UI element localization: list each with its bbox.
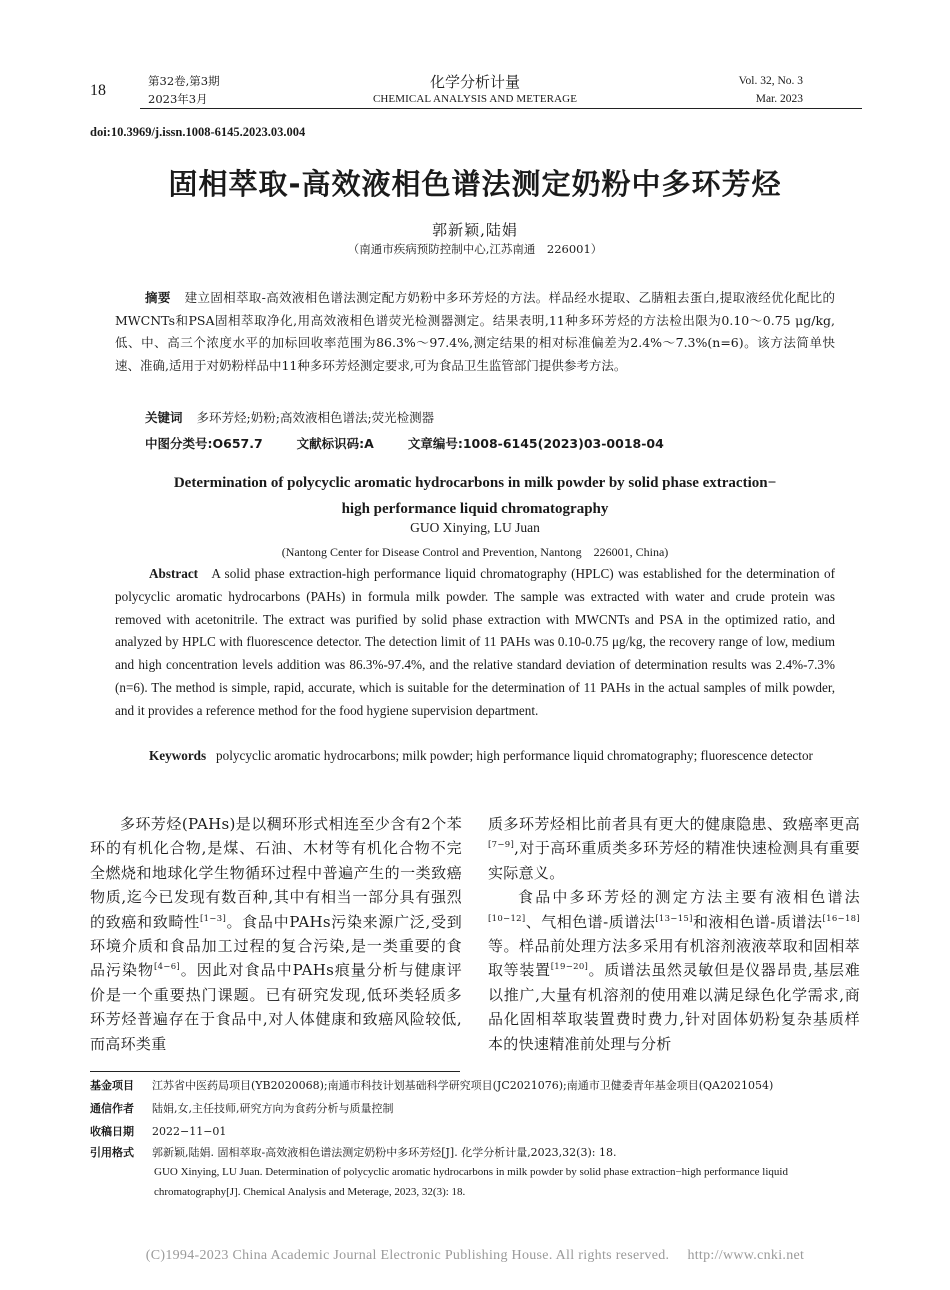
recv-text: 2022−11−01 — [152, 1125, 227, 1138]
abstract-zh-label: 摘要 — [145, 290, 171, 305]
footnote-fund — [90, 1078, 870, 1094]
body-paragraph: 食品中多环芳烃的测定方法主要有液相色谱法[10−12]、气相色谱-质谱法[13−15]和液相色谱-质谱法[16−18]等。样品前处理方法多采用有机溶剂液液萃取和固相萃取等装置[19−20]。质谱法虽然灵敏但是仪器昂贵,基层难以推广,大量有机溶剂的使用难以满足绿色化学需求,商品化固相萃取装置费时费力,针对固体奶粉复杂基质样本的快速精准前处理与分析 — [488, 888, 861, 1053]
corr-label: 通信作者 — [90, 1102, 134, 1115]
paper-title-en — [110, 470, 840, 522]
fund-text: 江苏省中医药局项目(YB2020068);南通市科技计划基础科学研究项目(JC2021076);南通市卫健委青年基金项目(QA2021054) — [152, 1079, 774, 1092]
journal-name — [340, 72, 610, 107]
volume-cn: 第32卷,第3期 — [148, 74, 220, 88]
paper-title-en-line1: Determination of polycyclic aromatic hydrocarbons in milk powder by solid phase extraction− — [173, 475, 777, 491]
journal-name-cn: 化学分析计量 — [429, 73, 520, 91]
footnote-citation — [90, 1145, 870, 1161]
keywords-en-text: polycyclic aromatic hydrocarbons; milk powder; high performance liquid chromatography; fluorescence detector — [216, 748, 813, 763]
citation[interactable]: [10−12] — [488, 913, 526, 924]
page-number: 18 — [90, 82, 106, 99]
cite-text: 郭新颖,陆娟. 固相萃取-高效液相色谱法测定奶粉中多环芳烃[J]. 化学分析计量,2023,32(3): 18. — [152, 1146, 617, 1159]
volume-en: Vol. 32, No. 3 — [738, 75, 803, 87]
doc-code: 文献标识码:A — [296, 436, 374, 451]
keywords-en-label: Keywords — [149, 748, 207, 763]
affiliation-en: (Nantong Center for Disease Control and Prevention, Nantong 226001, China) — [281, 545, 669, 559]
paper-title-en-line2: high performance liquid chromatography — [341, 501, 609, 517]
citation[interactable]: [16−18] — [822, 913, 860, 924]
keywords-en — [115, 745, 835, 768]
recv-label: 收稿日期 — [90, 1125, 134, 1138]
clc-number: 中图分类号:O657.7 — [145, 436, 263, 451]
journal-name-en: CHEMICAL ANALYSIS AND METERAGE — [372, 93, 578, 105]
copyright-notice: (C)1994-2023 China Academic Journal Electronic Publishing House. All rights reserved. http://www.cnki.net — [145, 1248, 805, 1263]
body-paragraph: 多环芳烃(PAHs)是以稠环形式相连至少含有2个苯环的有机化合物,是煤、石油、木材等有机化合物不完全燃烧和地球化学生物循环过程中普遍产生的一类致癌物质,迄今已发现有数百种,其中有相当一部分具有强烈的致癌和致畸性[1−3]。食品中PAHs污染来源广泛,受到环境介质和食品加工过程的复合污染,是一类重要的食品污染物[4−6]。因此对食品中PAHs痕量分析与健康评价是一个重要热门课题。已有研究发现,低环类轻质多环芳烃普遍存在于食品中,对人体健康和致癌风险较低,而高环类重 — [90, 815, 463, 1053]
abstract-zh-text: 建立固相萃取-高效液相色谱法测定配方奶粉中多环芳烃的方法。样品经水提取、乙腈粗去蛋白,提取液经优化配比的MWCNTs和PSA固相萃取净化,用高效液相色谱荧光检测器测定。结果表明,11种多环芳烃的方法检出限为0.10～0.75 μg/kg,低、中、高三个浓度水平的加标回收率范围为86.3%～97.4%,测定结果的相对标准偏差为2.4%～7.3%(n=6)。该方法简单快速、准确,适用于对奶粉样品中11种多环芳烃测定要求,可为食品卫生监管部门提供参考方法。 — [115, 290, 835, 373]
footnote-received — [90, 1124, 870, 1140]
authors-en: GUO Xinying, LU Juan — [410, 520, 540, 535]
corr-text: 陆娟,女,主任技师,研究方向为食药分析与质量控制 — [152, 1102, 394, 1115]
header-rule — [140, 108, 862, 109]
fund-label: 基金项目 — [90, 1079, 134, 1092]
footnote-citation-en: GUO Xinying, LU Juan. Determination of polycyclic aromatic hydrocarbons in milk powder by solid phase extraction−high performance liquid chromatography[J]. Chemical Analysis and Meterage, 2023, 32(3): 18. — [154, 1166, 788, 1198]
citation[interactable]: [4−6] — [153, 962, 181, 973]
article-number: 文章编号:1008-6145(2023)03-0018-04 — [407, 436, 664, 451]
cite-label: 引用格式 — [90, 1146, 134, 1159]
date-en: Mar. 2023 — [755, 93, 803, 105]
body-paragraph: 质多环芳烃相比前者具有更大的健康隐患、致癌率更高[7−9],对于高环重质类多环芳烃的精准快速检测具有重要实际意义。 — [488, 815, 860, 882]
citation[interactable]: [13−15] — [655, 913, 693, 924]
abstract-zh — [115, 287, 835, 377]
citation[interactable]: [7−9] — [488, 840, 515, 851]
affiliation: （南通市疾病预防控制中心,江苏南通 226001） — [347, 242, 603, 256]
abstract-en — [115, 563, 835, 723]
header-left — [148, 72, 220, 108]
authors: 郭新颖,陆娟 — [432, 221, 518, 239]
keywords-zh — [145, 408, 434, 426]
abstract-en-label: Abstract — [149, 566, 199, 581]
footnote-rule — [90, 1071, 460, 1072]
citation[interactable]: [1−3] — [199, 913, 227, 924]
body-column-left — [90, 812, 462, 1056]
footnote-corresponding — [90, 1101, 870, 1117]
citation[interactable]: [19−20] — [550, 962, 589, 973]
keywords-zh-text: 多环芳烃;奶粉;高效液相色谱法;荧光检测器 — [196, 410, 435, 425]
body-column-right — [488, 812, 860, 1056]
date-cn: 2023年3月 — [148, 92, 208, 106]
keywords-zh-label: 关键词 — [145, 410, 183, 425]
header-right — [700, 72, 803, 108]
classification-line — [145, 434, 698, 452]
abstract-en-text: A solid phase extraction-high performance liquid chromatography (HPLC) was established for the determination of polycyclic aromatic hydrocarbons (PAHs) in formula milk powder. The sample was extracted with water and crude protein was removed with acetonitrile. The extract was purified by solid phase extraction with MWCNTs and PSA in the optimized ratio, and analyzed by HPLC with fluorescence detector. The detection limit of 11 PAHs was 0.10-0.75 μg/kg, the recovery range of low, medium and high concentration levels addition was 86.3%-97.4%, and the relative standard deviation of determination results was 2.4%-7.3%(n=6). The method is simple, rapid, accurate, which is suitable for the determination of 11 PAHs in the actual samples of milk powder, and it provides a reference method for the food hygiene supervision department. — [115, 566, 835, 718]
paper-title: 固相萃取-高效液相色谱法测定奶粉中多环芳烃 — [168, 167, 782, 201]
doi[interactable]: doi:10.3969/j.issn.1008-6145.2023.03.004 — [90, 125, 306, 139]
